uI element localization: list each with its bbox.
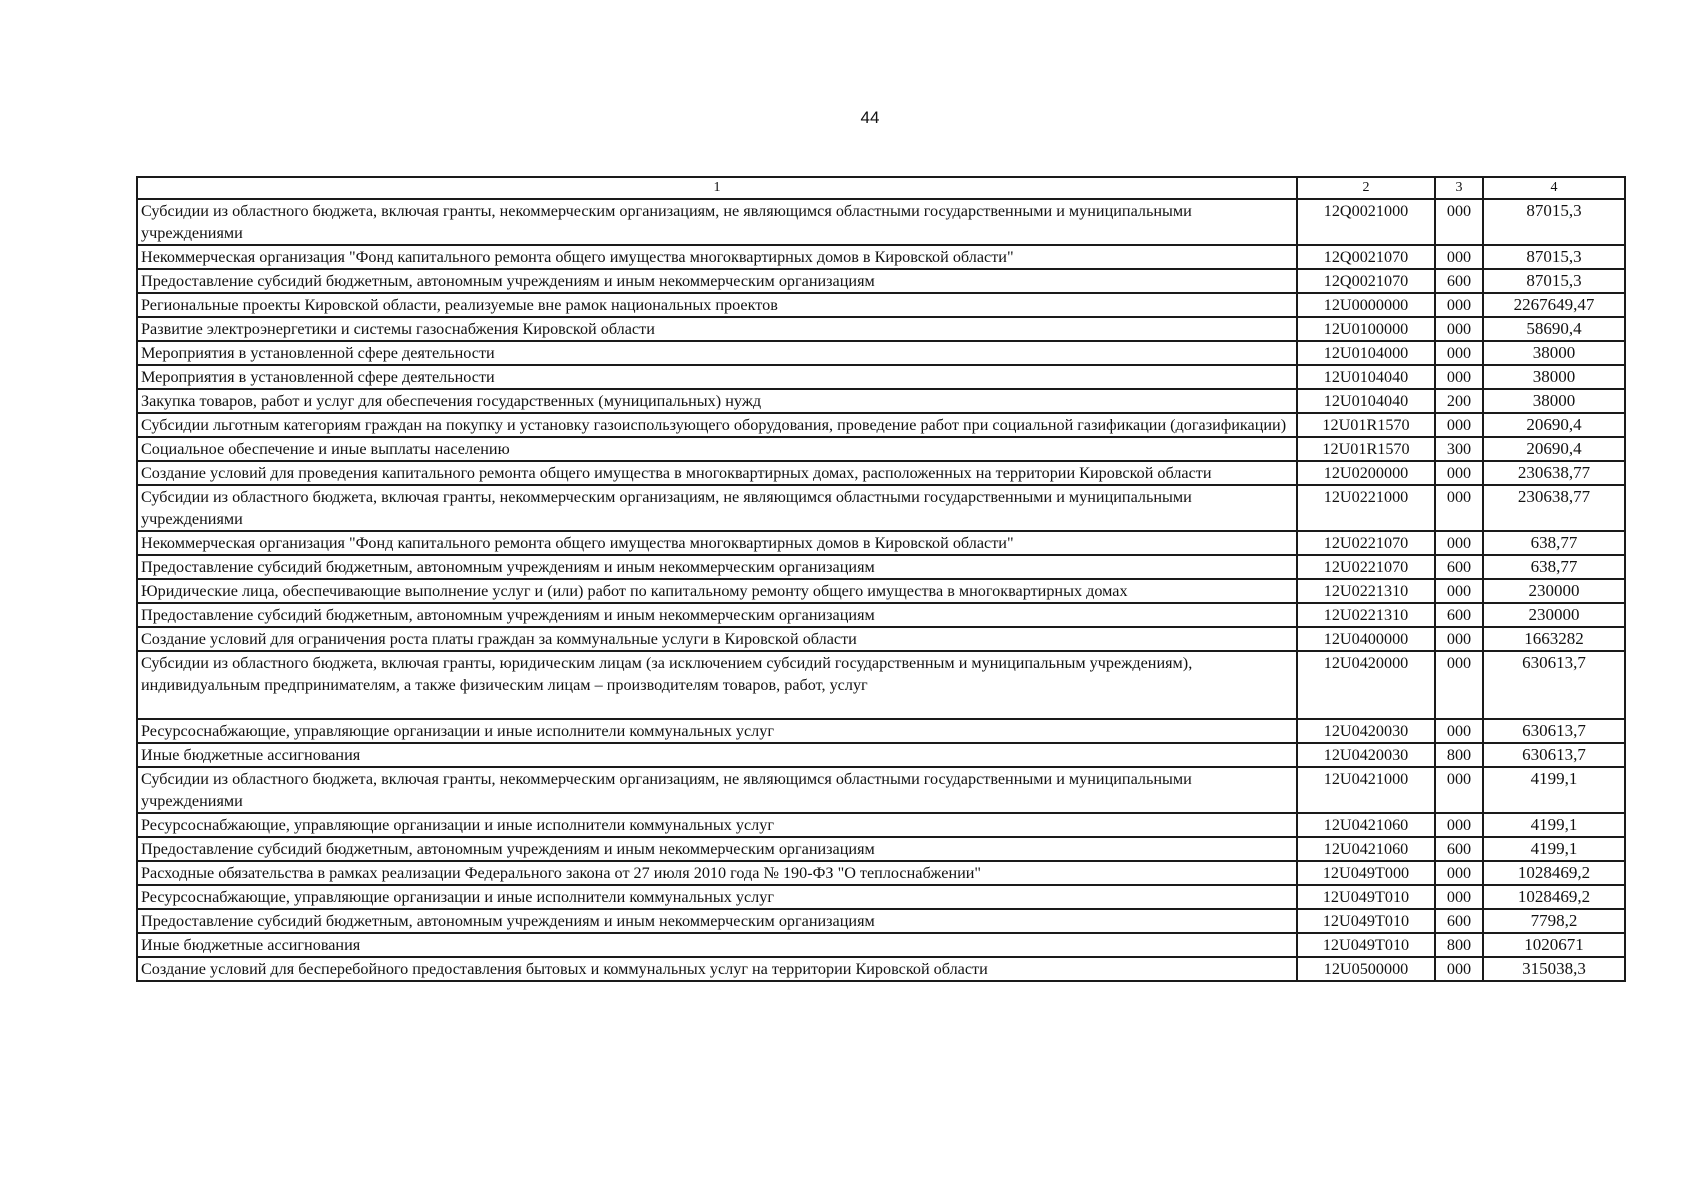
row-sum-cell: 1663282 xyxy=(1483,627,1625,651)
row-type-cell: 000 xyxy=(1435,957,1483,981)
table-row xyxy=(137,555,1625,579)
row-type-cell: 000 xyxy=(1435,651,1483,719)
row-code-cell: 12U0421000 xyxy=(1297,767,1435,813)
table-row xyxy=(137,389,1625,413)
row-type-cell: 000 xyxy=(1435,245,1483,269)
row-name-cell: Создание условий для ограничения роста платы граждан за коммунальные услуги в Кировской области xyxy=(137,627,1297,651)
table-header xyxy=(137,177,1625,199)
row-type-cell: 000 xyxy=(1435,579,1483,603)
row-sum-cell: 315038,3 xyxy=(1483,957,1625,981)
row-sum-cell: 230000 xyxy=(1483,579,1625,603)
row-code-cell: 12U049T010 xyxy=(1297,933,1435,957)
table-row xyxy=(137,603,1625,627)
row-type-cell: 000 xyxy=(1435,293,1483,317)
row-code-cell: 12U01R1570 xyxy=(1297,437,1435,461)
table-row xyxy=(137,245,1625,269)
row-name-cell: Предоставление субсидий бюджетным, автономным учреждениям и иным некоммерческим организациям xyxy=(137,269,1297,293)
row-name-cell: Некоммерческая организация "Фонд капитального ремонта общего имущества многоквартирных домов в Кировской области" xyxy=(137,245,1297,269)
row-name-cell: Создание условий для проведения капитального ремонта общего имущества в многоквартирных домах, расположенных на территории Кировской области xyxy=(137,461,1297,485)
row-type-cell: 000 xyxy=(1435,885,1483,909)
table-row xyxy=(137,909,1625,933)
row-sum-cell: 4199,1 xyxy=(1483,767,1625,813)
row-code-cell: 12U0421060 xyxy=(1297,813,1435,837)
table-row xyxy=(137,719,1625,743)
row-type-cell: 600 xyxy=(1435,269,1483,293)
row-sum-cell: 230000 xyxy=(1483,603,1625,627)
row-name-cell: Иные бюджетные ассигнования xyxy=(137,743,1297,767)
row-name-cell: Мероприятия в установленной сфере деятельности xyxy=(137,365,1297,389)
row-sum-cell: 230638,77 xyxy=(1483,485,1625,531)
row-name-cell: Предоставление субсидий бюджетным, автономным учреждениям и иным некоммерческим организациям xyxy=(137,909,1297,933)
row-sum-cell: 20690,4 xyxy=(1483,413,1625,437)
row-type-cell: 000 xyxy=(1435,341,1483,365)
row-type-cell: 800 xyxy=(1435,743,1483,767)
header-col-4: 4 xyxy=(1483,177,1625,199)
row-type-cell: 000 xyxy=(1435,413,1483,437)
row-sum-cell: 87015,3 xyxy=(1483,269,1625,293)
row-sum-cell: 20690,4 xyxy=(1483,437,1625,461)
header-col-3: 3 xyxy=(1435,177,1483,199)
table-row xyxy=(137,269,1625,293)
table-row xyxy=(137,651,1625,719)
row-name-cell: Субсидии из областного бюджета, включая гранты, юридическим лицам (за исключением субсидий государственным и муниципальным учреждениям), индивидуальным предпринимателям, а также физическим лицам – производителям товаров, работ, услуг xyxy=(137,651,1297,719)
row-type-cell: 600 xyxy=(1435,603,1483,627)
row-type-cell: 000 xyxy=(1435,485,1483,531)
table-row xyxy=(137,437,1625,461)
row-sum-cell: 638,77 xyxy=(1483,531,1625,555)
row-code-cell: 12U049T000 xyxy=(1297,861,1435,885)
row-sum-cell: 7798,2 xyxy=(1483,909,1625,933)
row-name-cell: Закупка товаров, работ и услуг для обеспечения государственных (муниципальных) нужд xyxy=(137,389,1297,413)
row-sum-cell: 4199,1 xyxy=(1483,813,1625,837)
row-sum-cell: 38000 xyxy=(1483,365,1625,389)
header-row xyxy=(137,177,1625,199)
table-row xyxy=(137,461,1625,485)
row-code-cell: 12U0221070 xyxy=(1297,555,1435,579)
row-code-cell: 12Q0021000 xyxy=(1297,199,1435,245)
table-row xyxy=(137,767,1625,813)
row-code-cell: 12U0420030 xyxy=(1297,719,1435,743)
row-code-cell: 12U0200000 xyxy=(1297,461,1435,485)
row-name-cell: Иные бюджетные ассигнования xyxy=(137,933,1297,957)
row-sum-cell: 630613,7 xyxy=(1483,743,1625,767)
table-row xyxy=(137,365,1625,389)
table-row xyxy=(137,341,1625,365)
header-col-1: 1 xyxy=(137,177,1297,199)
table-row xyxy=(137,531,1625,555)
row-sum-cell: 638,77 xyxy=(1483,555,1625,579)
row-sum-cell: 87015,3 xyxy=(1483,199,1625,245)
row-name-cell: Некоммерческая организация "Фонд капитального ремонта общего имущества многоквартирных домов в Кировской области" xyxy=(137,531,1297,555)
row-sum-cell: 4199,1 xyxy=(1483,837,1625,861)
row-code-cell: 12U01R1570 xyxy=(1297,413,1435,437)
row-name-cell: Региональные проекты Кировской области, реализуемые вне рамок национальных проектов xyxy=(137,293,1297,317)
row-name-cell: Мероприятия в установленной сфере деятельности xyxy=(137,341,1297,365)
table-row xyxy=(137,579,1625,603)
row-name-cell: Субсидии из областного бюджета, включая гранты, некоммерческим организациям, не являющимся областными государственными и муниципальными учреждениями xyxy=(137,485,1297,531)
row-name-cell: Юридические лица, обеспечивающие выполнение услуг и (или) работ по капитальному ремонту общего имущества в многоквартирных домах xyxy=(137,579,1297,603)
row-code-cell: 12Q0021070 xyxy=(1297,269,1435,293)
row-type-cell: 000 xyxy=(1435,719,1483,743)
row-type-cell: 000 xyxy=(1435,365,1483,389)
row-code-cell: 12U049T010 xyxy=(1297,885,1435,909)
row-sum-cell: 630613,7 xyxy=(1483,719,1625,743)
row-sum-cell: 38000 xyxy=(1483,389,1625,413)
row-sum-cell: 630613,7 xyxy=(1483,651,1625,719)
row-code-cell: 12U0221070 xyxy=(1297,531,1435,555)
table-row xyxy=(137,199,1625,245)
row-code-cell: 12U0420000 xyxy=(1297,651,1435,719)
row-code-cell: 12Q0021070 xyxy=(1297,245,1435,269)
table-body xyxy=(137,199,1625,981)
row-sum-cell: 58690,4 xyxy=(1483,317,1625,341)
row-code-cell: 12U0221310 xyxy=(1297,603,1435,627)
row-type-cell: 600 xyxy=(1435,909,1483,933)
row-code-cell: 12U0104040 xyxy=(1297,365,1435,389)
row-code-cell: 12U0421060 xyxy=(1297,837,1435,861)
table-row xyxy=(137,317,1625,341)
row-type-cell: 000 xyxy=(1435,861,1483,885)
row-code-cell: 12U0104000 xyxy=(1297,341,1435,365)
table-row xyxy=(137,837,1625,861)
row-name-cell: Создание условий для бесперебойного предоставления бытовых и коммунальных услуг на территории Кировской области xyxy=(137,957,1297,981)
row-sum-cell: 1028469,2 xyxy=(1483,885,1625,909)
table-row xyxy=(137,861,1625,885)
row-type-cell: 000 xyxy=(1435,627,1483,651)
budget-table xyxy=(136,176,1626,982)
row-name-cell: Предоставление субсидий бюджетным, автономным учреждениям и иным некоммерческим организациям xyxy=(137,837,1297,861)
row-sum-cell: 38000 xyxy=(1483,341,1625,365)
row-type-cell: 000 xyxy=(1435,461,1483,485)
row-code-cell: 12U0000000 xyxy=(1297,293,1435,317)
row-sum-cell: 230638,77 xyxy=(1483,461,1625,485)
row-code-cell: 12U0420030 xyxy=(1297,743,1435,767)
row-type-cell: 800 xyxy=(1435,933,1483,957)
table-row xyxy=(137,933,1625,957)
row-code-cell: 12U0221000 xyxy=(1297,485,1435,531)
table-row xyxy=(137,885,1625,909)
table-row xyxy=(137,293,1625,317)
row-type-cell: 200 xyxy=(1435,389,1483,413)
row-name-cell: Расходные обязательства в рамках реализации Федерального закона от 27 июля 2010 года № 190-ФЗ "О теплоснабжении" xyxy=(137,861,1297,885)
row-code-cell: 12U0221310 xyxy=(1297,579,1435,603)
row-sum-cell: 1028469,2 xyxy=(1483,861,1625,885)
row-type-cell: 000 xyxy=(1435,813,1483,837)
row-type-cell: 000 xyxy=(1435,531,1483,555)
row-name-cell: Ресурсоснабжающие, управляющие организации и иные исполнители коммунальных услуг xyxy=(137,813,1297,837)
table-row xyxy=(137,485,1625,531)
header-col-2: 2 xyxy=(1297,177,1435,199)
table-row xyxy=(137,627,1625,651)
row-sum-cell: 2267649,47 xyxy=(1483,293,1625,317)
row-code-cell: 12U0500000 xyxy=(1297,957,1435,981)
row-name-cell: Субсидии из областного бюджета, включая гранты, некоммерческим организациям, не являющимся областными государственными и муниципальными учреждениями xyxy=(137,767,1297,813)
row-type-cell: 600 xyxy=(1435,837,1483,861)
row-sum-cell: 1020671 xyxy=(1483,933,1625,957)
row-code-cell: 12U0400000 xyxy=(1297,627,1435,651)
table-row xyxy=(137,413,1625,437)
row-type-cell: 000 xyxy=(1435,767,1483,813)
page-number: 44 xyxy=(860,108,880,127)
row-name-cell: Субсидии из областного бюджета, включая гранты, некоммерческим организациям, не являющимся областными государственными и муниципальными учреждениями xyxy=(137,199,1297,245)
row-type-cell: 600 xyxy=(1435,555,1483,579)
row-code-cell: 12U049T010 xyxy=(1297,909,1435,933)
table-row xyxy=(137,957,1625,981)
row-name-cell: Ресурсоснабжающие, управляющие организации и иные исполнители коммунальных услуг xyxy=(137,719,1297,743)
row-code-cell: 12U0100000 xyxy=(1297,317,1435,341)
row-name-cell: Ресурсоснабжающие, управляющие организации и иные исполнители коммунальных услуг xyxy=(137,885,1297,909)
row-code-cell: 12U0104040 xyxy=(1297,389,1435,413)
row-type-cell: 000 xyxy=(1435,199,1483,245)
row-type-cell: 000 xyxy=(1435,317,1483,341)
row-name-cell: Развитие электроэнергетики и системы газоснабжения Кировской области xyxy=(137,317,1297,341)
row-sum-cell: 87015,3 xyxy=(1483,245,1625,269)
table-row xyxy=(137,813,1625,837)
row-name-cell: Предоставление субсидий бюджетным, автономным учреждениям и иным некоммерческим организациям xyxy=(137,555,1297,579)
row-name-cell: Предоставление субсидий бюджетным, автономным учреждениям и иным некоммерческим организациям xyxy=(137,603,1297,627)
row-name-cell: Субсидии льготным категориям граждан на покупку и установку газоиспользующего оборудования, проведение работ при социальной газификации (догазификации) xyxy=(137,413,1297,437)
row-type-cell: 300 xyxy=(1435,437,1483,461)
row-name-cell: Социальное обеспечение и иные выплаты населению xyxy=(137,437,1297,461)
table-row xyxy=(137,743,1625,767)
